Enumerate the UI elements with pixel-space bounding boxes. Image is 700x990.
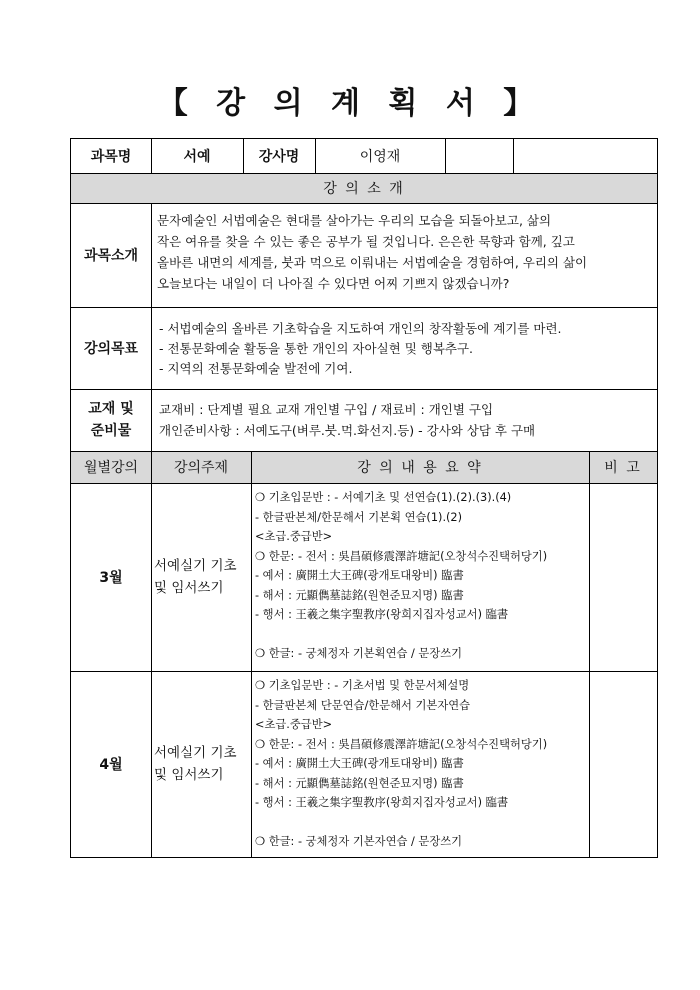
materials-label-line: 교재 및 — [88, 401, 134, 417]
summary-line: <초급.중급반> — [255, 530, 333, 543]
summary-line: ❍ 한글: - 궁체정자 기본자연습 / 문장쓰기 — [255, 835, 463, 848]
topic-line: 서예실기 기초 — [154, 558, 237, 574]
materials-line: 개인준비사항 : 서예도구(벼루.붓.먹.화선지.등) - 강사와 상담 후 구매 — [159, 423, 536, 438]
goal-item: - 전통문화예술 활동을 통한 개인의 자아실현 및 행복추구. — [159, 341, 474, 356]
summary-line: - 한글판본체 단문연습/한문해서 기본자연습 — [255, 698, 471, 712]
goal-item: - 지역의 전통문화예술 발전에 기여. — [159, 361, 353, 376]
summary-line: ❍ 한글: - 궁체정자 기본획연습 / 문장쓰기 — [255, 647, 463, 660]
col-month-header: 월별강의 — [83, 460, 139, 476]
topic-line: 서예실기 기초 — [154, 745, 237, 761]
summary-line: <초급.중급반> — [255, 718, 333, 731]
summary-line: - 해서 : 元顯儁墓誌銘(원현준묘지명) 臨書 — [255, 776, 464, 790]
topic-cell — [151, 483, 251, 671]
summary-line: - 예서 : 廣開土大王碑(광개토대왕비) 臨書 — [255, 757, 464, 770]
summary-line: - 한글판본체/한문해서 기본획 연습(1).(2) — [255, 510, 463, 524]
summary-line: - 해서 : 元顯儁墓誌銘(원현준묘지명) 臨書 — [255, 588, 464, 602]
course-intro-label: 과목소개 — [83, 248, 139, 264]
materials-label — [71, 389, 151, 451]
document-title: 【 강 의 계 획 서 】 — [157, 86, 543, 121]
month-cell: 3월 — [99, 570, 123, 586]
summary-line: ❍ 기초입문반 : - 서예기초 및 선연습(1).(2).(3).(4) — [255, 491, 512, 504]
summary-line: - 행서 : 王羲之集字聖教序(왕희지집자성교서) 臨書 — [255, 608, 509, 621]
instructor-value: 이영재 — [359, 149, 401, 165]
goals-label: 강의목표 — [83, 341, 139, 357]
summary-line: - 행서 : 王羲之集字聖教序(왕희지집자성교서) 臨書 — [255, 796, 509, 809]
course-intro-line: 오늘보다는 내일이 더 나아질 수 있다면 어찌 기쁘지 않겠습니까? — [157, 276, 510, 291]
summary-line: ❍ 한문: - 전서 : 吳昌碩修震澤許塘記(오창석수진택허당기) — [255, 549, 548, 563]
col-note-header: 비 고 — [604, 460, 642, 476]
materials-line: 교재비 : 단계별 필요 교재 개인별 구입 / 재료비 : 개인별 구입 — [159, 402, 494, 417]
subject-label: 과목명 — [90, 149, 132, 165]
topic-cell — [151, 671, 251, 857]
intro-section-heading: 강 의 소 개 — [323, 181, 405, 197]
lecture-plan-table — [70, 138, 658, 858]
summary-cell — [251, 483, 589, 671]
course-intro-line: 작은 여유를 찾을 수 있는 좋은 공부가 될 것입니다. 은은한 묵향과 함께, 깊고 — [157, 234, 575, 249]
summary-line: ❍ 기초입문반 : - 기초서법 및 한문서체설명 — [255, 679, 470, 692]
summary-cell — [251, 671, 589, 857]
course-intro-line: 문자예술인 서법예술은 현대를 살아가는 우리의 모습을 되돌아보고, 삶의 — [157, 213, 552, 228]
materials-label-line: 준비물 — [90, 423, 132, 439]
summary-line: - 예서 : 廣開土大王碑(광개토대왕비) 臨書 — [255, 569, 464, 582]
goal-item: - 서법예술의 올바른 기초학습을 지도하여 개인의 창작활동에 계기를 마련. — [159, 321, 562, 336]
subject-value: 서예 — [183, 149, 211, 165]
instructor-label: 강사명 — [258, 149, 300, 165]
summary-line: ❍ 한문: - 전서 : 吳昌碩修震澤許塘記(오창석수진택허당기) — [255, 737, 548, 751]
course-intro-line: 올바른 내면의 세계를, 붓과 먹으로 이뤄내는 서법예술을 경험하여, 우리의 삶이 — [157, 255, 588, 270]
topic-line: 및 임서쓰기 — [154, 767, 224, 783]
col-summary-header: 강 의 내 용 요 약 — [357, 460, 483, 476]
col-topic-header: 강의주제 — [173, 460, 229, 476]
month-cell: 4월 — [99, 757, 123, 773]
topic-line: 및 임서쓰기 — [154, 580, 224, 596]
